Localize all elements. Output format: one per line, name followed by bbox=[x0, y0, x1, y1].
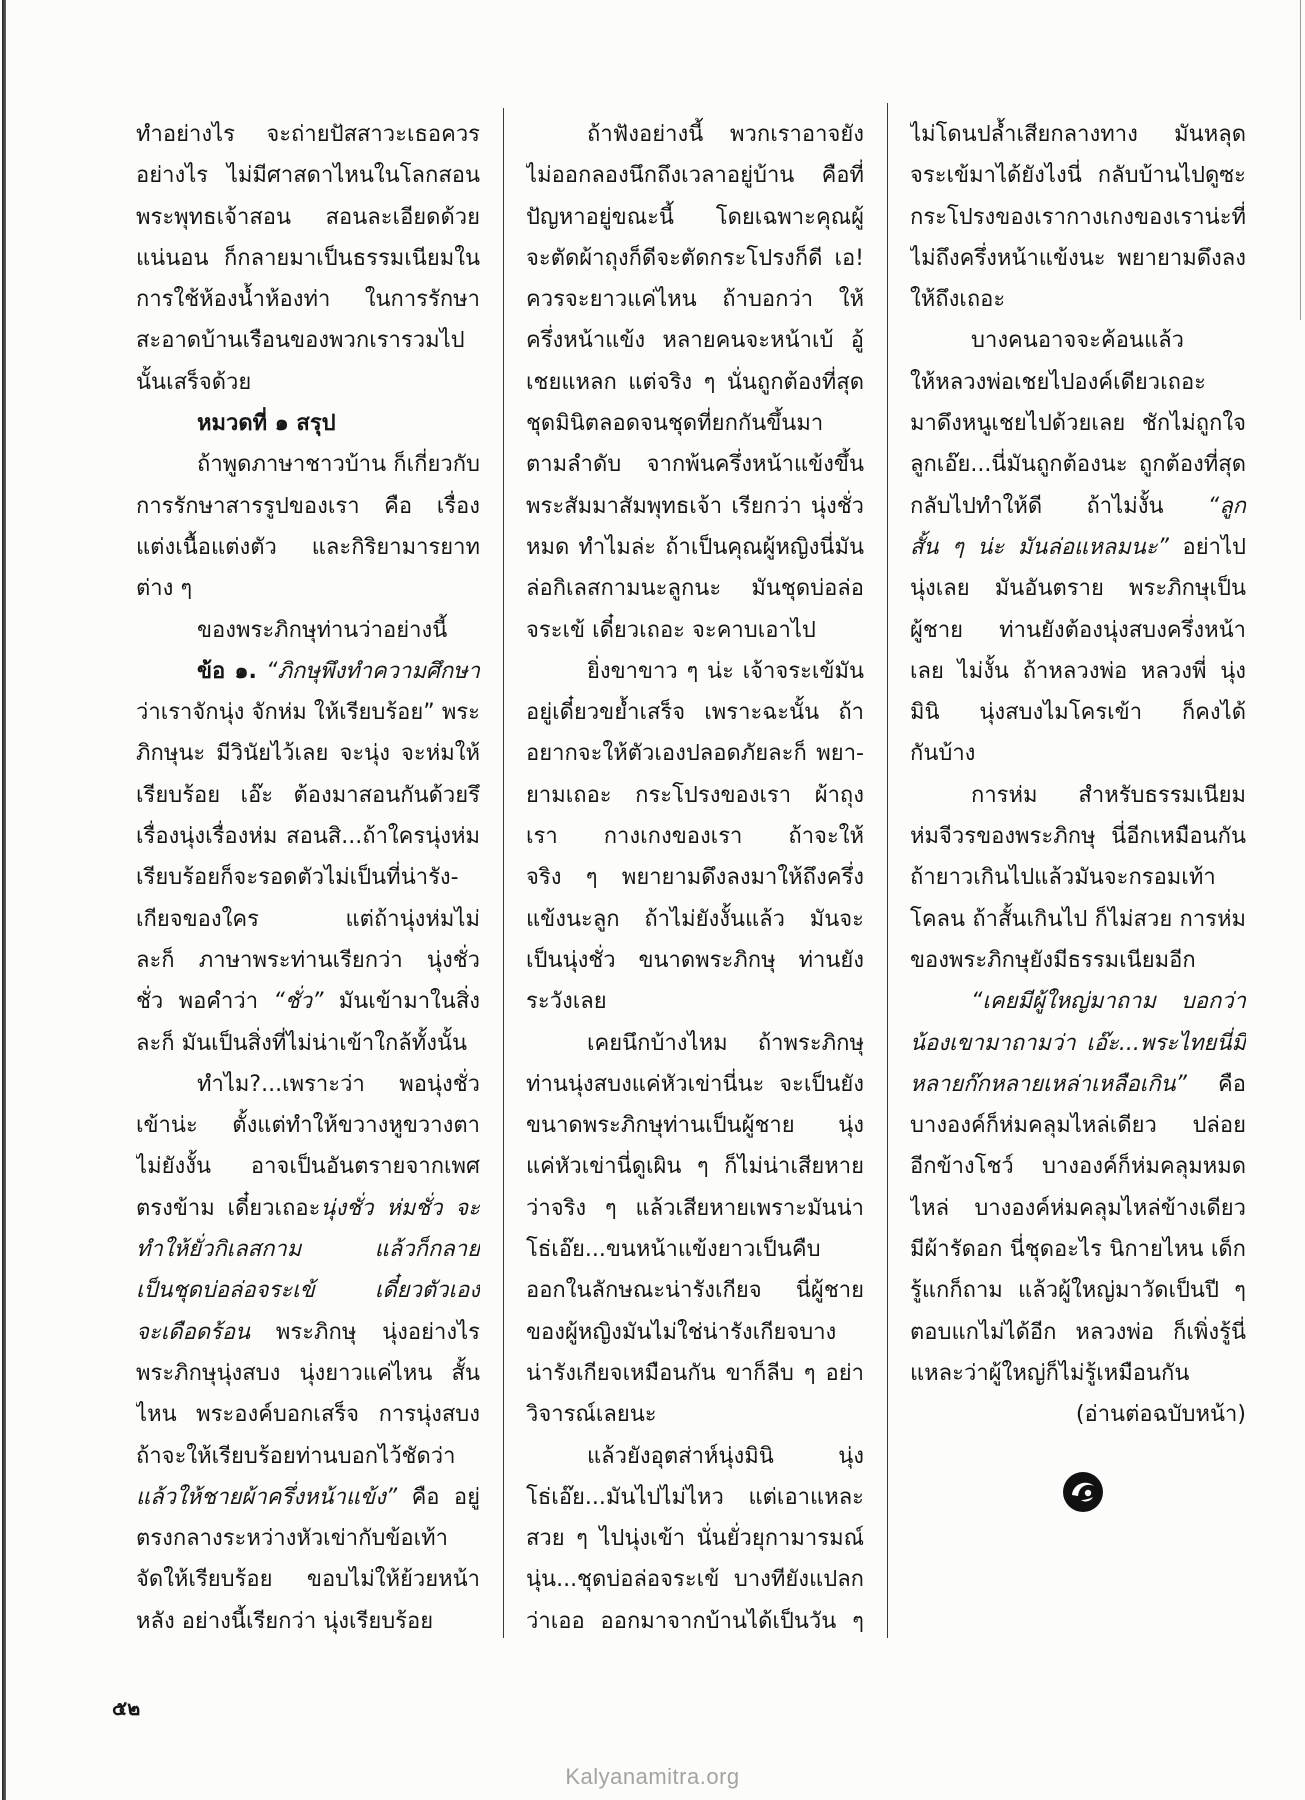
text-segment: อยู่เดี๋ยวขย้ำเสร็จ เพราะฉะนั้น ถ้า bbox=[526, 700, 864, 726]
text-line bbox=[526, 1518, 864, 1559]
text-line bbox=[910, 568, 1246, 609]
text-segment: นุ่น...ชุดบ่อล่อจระเข้ บางทียังแปลก bbox=[526, 1567, 864, 1593]
text-line bbox=[526, 197, 864, 238]
text-segment: น้องเขามาถามว่า เอ๊ะ...พระไทยนี่มี bbox=[910, 1030, 1246, 1056]
text-segment: ยามเถอะ กระโปรงของเรา ผ้าถุง bbox=[526, 782, 864, 808]
text-segment: มีผ้ารัดอก นี่ชุดอะไร นิกายไหน เด็ก bbox=[910, 1237, 1246, 1263]
text-line bbox=[526, 775, 864, 816]
text-line bbox=[136, 155, 480, 196]
text-line bbox=[910, 733, 1246, 774]
text-segment: จะเดือดร้อน bbox=[136, 1319, 251, 1345]
text-segment: “ลูก bbox=[1207, 493, 1246, 519]
text-segment: สะอาดบ้านเรือนของพวกเรารวมไป bbox=[136, 328, 465, 354]
text-segment: วิจารณ์เลยนะ bbox=[526, 1402, 657, 1428]
text-column-right bbox=[910, 114, 1246, 1454]
text-segment: มาดึงหนูเชยไปด้วยเลย ชักไม่ถูกใจ bbox=[910, 411, 1246, 437]
text-segment: หลัง อย่างนี้เรียกว่า นุ่งเรียบร้อย bbox=[136, 1608, 434, 1634]
text-segment: ตรงกลางระหว่างหัวเข่ากับข้อเท้า bbox=[136, 1526, 449, 1552]
text-segment: กระโปรงของเรากางเกงของเราน่ะที่ bbox=[910, 204, 1246, 230]
text-segment: เป็นนุ่งชั่ว ขนาดพระภิกษุ ท่านยัง bbox=[526, 947, 864, 973]
text-segment: ไม่ถึงครึ่งหน้าแข้งนะ พยายามดึงลง bbox=[910, 245, 1246, 271]
text-line bbox=[136, 486, 480, 527]
text-line bbox=[526, 1394, 864, 1435]
text-line bbox=[910, 940, 1246, 981]
text-line bbox=[910, 981, 1246, 1022]
text-segment: ลูกเอ๊ย...นี่มันถูกต้องนะ ถูกต้องที่สุด bbox=[910, 452, 1246, 478]
text-line bbox=[526, 1312, 864, 1353]
text-line bbox=[526, 940, 864, 981]
text-segment: พระพุทธเจ้าสอน สอนละเอียดด้วย bbox=[136, 204, 480, 230]
text-segment: อีกข้างโชว์ บางองค์ก็ห่มคลุมหมด bbox=[910, 1154, 1246, 1180]
text-line bbox=[910, 610, 1246, 651]
text-line bbox=[526, 733, 864, 774]
page-number: ๕๒ bbox=[112, 1696, 141, 1720]
text-segment: ต่าง ๆ bbox=[136, 576, 193, 602]
text-segment: การรักษาสารรูปของเรา คือ เรื่อง bbox=[136, 493, 480, 519]
text-line bbox=[136, 1023, 480, 1064]
text-line bbox=[526, 816, 864, 857]
text-segment: จระเข้มาได้ยังไงนี่ กลับบ้านไปดูซะ bbox=[910, 163, 1246, 189]
text-column-middle bbox=[526, 114, 864, 1654]
text-line bbox=[136, 320, 480, 361]
text-line bbox=[526, 362, 864, 403]
text-segment: ทำให้ยั่วกิเลสกาม แล้วก็กลาย bbox=[136, 1237, 480, 1263]
text-line bbox=[910, 692, 1246, 733]
text-segment: โธ่เอ๊ย...มันไปไม่ไหว แต่เอาแหละ bbox=[526, 1484, 864, 1510]
text-line bbox=[136, 1229, 480, 1270]
text-segment: ครึ่งหน้าแข้ง หลายคนจะหน้าเบ้ อู้ bbox=[526, 328, 864, 354]
text-segment: เลย ไม่งั้น ถ้าหลวงพ่อ หลวงพี่ นุ่ง bbox=[910, 658, 1246, 684]
text-line bbox=[910, 1270, 1246, 1311]
text-segment: นั้นเสร็จด้วย bbox=[136, 369, 252, 395]
text-line bbox=[136, 981, 480, 1022]
text-segment: แข้งนะลูก ถ้าไม่ยังงั้นแล้ว มันจะ bbox=[526, 906, 864, 932]
text-segment: ทำไม?...เพราะว่า พอนุ่งชั่ว bbox=[197, 1071, 480, 1097]
text-segment: ไม่โดนปล้ำเสียกลางทาง มันหลุด bbox=[910, 122, 1246, 147]
text-line bbox=[526, 238, 864, 279]
text-line bbox=[526, 1064, 864, 1105]
text-segment: “ภิกษุพึงทำความศึกษา bbox=[266, 658, 480, 684]
page-edge-line bbox=[1300, 0, 1301, 320]
text-line bbox=[526, 857, 864, 898]
text-line bbox=[136, 1436, 480, 1477]
text-line bbox=[910, 1105, 1246, 1146]
text-line bbox=[136, 1394, 480, 1435]
text-line bbox=[136, 1105, 480, 1146]
text-segment: “เคยมีผู้ใหญ่มาถาม บอกว่า bbox=[971, 989, 1246, 1015]
text-line bbox=[526, 279, 864, 320]
text-line bbox=[910, 1146, 1246, 1187]
text-segment: เรียบร้อยก็จะรอดตัวไม่เป็นที่น่ารัง- bbox=[136, 865, 459, 891]
text-segment: ขนาดพระภิกษุท่านเป็นผู้ชาย นุ่ง bbox=[526, 1113, 864, 1139]
text-line bbox=[910, 238, 1246, 279]
text-segment: แค่หัวเข่านี่ดูเผิน ๆ ก็ไม่น่าเสียหาย bbox=[526, 1154, 864, 1180]
text-segment: ไหน พระองค์บอกเสร็จ การนุ่งสบง bbox=[136, 1402, 480, 1428]
text-segment: เรื่องนุ่งเรื่องห่ม สอนสิ...ถ้าใครนุ่งห่ม bbox=[136, 824, 480, 850]
text-line bbox=[136, 1146, 480, 1187]
column-divider bbox=[503, 108, 504, 1638]
text-segment: ไม่ออกลองนึกถึงเวลาอยู่บ้าน คือที่ bbox=[526, 163, 864, 189]
text-segment: ตามลำดับ จากพ้นครึ่งหน้าแข้งขึ้น bbox=[526, 452, 864, 478]
text-line bbox=[526, 610, 864, 651]
text-segment: แหละว่าผู้ใหญ่ก็ไม่รู้เหมือนกัน bbox=[910, 1360, 1190, 1386]
text-line bbox=[910, 1023, 1246, 1064]
text-line bbox=[526, 568, 864, 609]
text-line bbox=[910, 651, 1246, 692]
text-line bbox=[910, 279, 1246, 320]
text-segment: ระวังเลย bbox=[526, 989, 607, 1015]
text-segment: เรียบร้อย เอ๊ะ ต้องมาสอนกันด้วยรึ bbox=[136, 782, 480, 808]
text-line bbox=[136, 197, 480, 238]
text-line bbox=[910, 857, 1246, 898]
text-segment: ว่าจริง ๆ แล้วเสียหายเพราะมันน่า bbox=[526, 1195, 864, 1221]
text-line bbox=[910, 155, 1246, 196]
text-segment: อย่าไป bbox=[1168, 534, 1246, 560]
text-segment: ให้หลวงพ่อเชยไปองค์เดียวเถอะ bbox=[910, 369, 1207, 395]
text-line bbox=[136, 1477, 480, 1518]
text-line bbox=[910, 1229, 1246, 1270]
text-segment: สั้น ๆ น่ะ มันล่อแหลมนะ” bbox=[910, 534, 1169, 560]
text-line bbox=[910, 899, 1246, 940]
text-segment: ข้อ ๑. bbox=[197, 658, 267, 684]
text-line bbox=[136, 1312, 480, 1353]
text-line bbox=[136, 733, 480, 774]
text-segment: การใช้ห้องน้ำห้องท่า ในการรักษา bbox=[136, 287, 480, 313]
text-segment: ยิ่งขาขาว ๆ น่ะ เจ้าจระเข้มัน bbox=[587, 658, 864, 684]
text-segment: ให้ถึงเถอะ bbox=[910, 287, 1006, 313]
text-segment: จัดให้เรียบร้อย ขอบไม่ให้ย้วยหน้า bbox=[136, 1567, 480, 1593]
text-column-left bbox=[136, 114, 480, 1654]
text-segment: นุ่งชั่ว ห่มชั่ว จะ bbox=[320, 1195, 480, 1221]
text-line bbox=[910, 816, 1246, 857]
text-line bbox=[526, 1601, 864, 1642]
text-segment: ชุดมินิตลอดจนชุดที่ยกกันขึ้นมา bbox=[526, 411, 824, 437]
text-segment: ล่อกิเลสกามนะลูกนะ มันชุดบ่อล่อ bbox=[526, 576, 864, 602]
text-line bbox=[136, 899, 480, 940]
text-segment: ชั่ว พอคำว่า bbox=[136, 989, 274, 1015]
text-segment: แน่นอน ก็กลายมาเป็นธรรมเนียมใน bbox=[136, 245, 480, 271]
text-line bbox=[910, 362, 1246, 403]
text-segment: กลับไปทำให้ดี ถ้าไม่งั้น bbox=[910, 493, 1208, 519]
text-line bbox=[526, 1105, 864, 1146]
text-segment: พระภิกษุ นุ่งอย่างไร bbox=[250, 1319, 480, 1345]
text-line bbox=[136, 527, 480, 568]
text-line bbox=[910, 114, 1246, 155]
text-segment: ของผู้หญิงมันไม่ใช่น่ารังเกียจบาง bbox=[526, 1319, 837, 1345]
text-line bbox=[136, 857, 480, 898]
text-line bbox=[136, 1518, 480, 1559]
text-segment: โคลน ถ้าสั้นเกินไป ก็ไม่สวย การห่ม bbox=[910, 906, 1246, 932]
column-divider bbox=[887, 103, 888, 1638]
text-segment: ถ้าฟังอย่างนี้ พวกเราอาจยัง bbox=[587, 122, 864, 147]
page-edge-shadow bbox=[2, 0, 6, 1800]
text-segment: อยากจะให้ตัวเองปลอดภัยละก็ พยา- bbox=[526, 741, 864, 767]
text-line bbox=[526, 1023, 864, 1064]
text-line bbox=[526, 981, 864, 1022]
text-segment: เข้าน่ะ ตั้งแต่ทำให้ขวางหูขวางตา bbox=[136, 1113, 480, 1139]
continued-note bbox=[910, 1394, 1246, 1435]
text-segment: ไหล่ บางองค์ห่มคลุมไหล่ข้างเดียว bbox=[910, 1195, 1246, 1221]
text-line bbox=[136, 1064, 480, 1105]
text-segment: ไม่ยังงั้น อาจเป็นอันตรายจากเพศ bbox=[136, 1154, 480, 1180]
text-line bbox=[136, 775, 480, 816]
text-segment: บางองค์ก็ห่มคลุมไหล่เดียว ปล่อย bbox=[910, 1113, 1246, 1139]
text-segment: จะตัดผ้าถุงก็ดีจะตัดกระโปรงก็ดี เอ! bbox=[526, 245, 864, 271]
text-segment: ว่าเราจักนุ่ง จักห่ม ให้เรียบร้อย” พระ bbox=[136, 700, 480, 726]
text-segment: ท่านนุ่งสบงแค่หัวเข่านี่นะ จะเป็นยัง bbox=[526, 1071, 864, 1097]
text-line bbox=[526, 1270, 864, 1311]
text-line bbox=[526, 320, 864, 361]
watermark: Kalyanamitra.org bbox=[565, 1764, 740, 1789]
text-segment: แล้วยังอุตส่าห์นุ่งมินิ นุ่ง bbox=[587, 1443, 864, 1469]
text-segment: “ชั่ว” bbox=[273, 989, 324, 1015]
text-line bbox=[910, 1353, 1246, 1394]
text-segment: หมวดที่ ๑ สรุป bbox=[197, 411, 336, 437]
text-line bbox=[910, 403, 1246, 444]
text-segment: จระเข้ เดี๋ยวเถอะ จะคาบเอาไป bbox=[526, 617, 816, 643]
text-segment: สวย ๆ ไปนุ่งเข้า นั่นยั่วยุกามารมณ์ bbox=[526, 1526, 864, 1552]
text-line bbox=[136, 114, 480, 155]
text-segment: บางคนอาจจะค้อนแล้ว bbox=[971, 328, 1184, 354]
text-segment: อย่างไร ไม่มีศาสดาไหนในโลกสอน bbox=[136, 163, 480, 189]
text-segment: ของพระภิกษุยังมีธรรมเนียมอีก bbox=[910, 947, 1196, 973]
text-line bbox=[136, 568, 480, 609]
text-line bbox=[526, 1436, 864, 1477]
text-line bbox=[136, 362, 480, 403]
text-line bbox=[136, 444, 480, 485]
text-line bbox=[910, 320, 1246, 361]
text-line bbox=[136, 1188, 480, 1229]
text-segment: มันเข้ามาในสิ่ง bbox=[338, 989, 480, 1015]
text-line bbox=[526, 1477, 864, 1518]
text-segment: ปัญหาอยู่ขณะนี้ โดยเฉพาะคุณผู้ bbox=[526, 204, 864, 230]
text-segment: ควรจะยาวแค่ไหน ถ้าบอกว่า ให้ bbox=[526, 287, 864, 313]
text-segment: เรา กางเกงของเรา ถ้าจะให้ bbox=[526, 824, 864, 850]
text-line bbox=[526, 114, 864, 155]
text-segment: นุ่งเลย มันอันตราย พระภิกษุเป็น bbox=[910, 576, 1246, 602]
text-line bbox=[136, 610, 480, 651]
text-segment: พระสัมมาสัมพุทธเจ้า เรียกว่า นุ่งชั่ว bbox=[526, 493, 864, 519]
text-line bbox=[526, 444, 864, 485]
text-segment: การห่ม สำหรับธรรมเนียม bbox=[971, 782, 1246, 808]
text-segment: ถ้ายาวเกินไปแล้วมันจะกรอมเท้า bbox=[910, 865, 1216, 891]
text-line bbox=[526, 486, 864, 527]
text-line bbox=[526, 1188, 864, 1229]
text-line bbox=[136, 238, 480, 279]
text-line bbox=[910, 1188, 1246, 1229]
text-segment: เชยแหลก แต่จริง ๆ นั่นถูกต้องที่สุด bbox=[526, 369, 864, 395]
text-segment: แล้วให้ชายผ้าครึ่งหน้าแข้ง” bbox=[136, 1484, 398, 1510]
text-segment: เป็นชุดบ่อล่อจระเข้ เดี๋ยวตัวเอง bbox=[136, 1278, 480, 1304]
text-segment: หมด ทำไมล่ะ ถ้าเป็นคุณผู้หญิงนี่มัน bbox=[526, 534, 864, 560]
text-line bbox=[136, 1270, 480, 1311]
text-segment: เคยนึกบ้างไหม ถ้าพระภิกษุ bbox=[587, 1030, 864, 1056]
text-line bbox=[136, 651, 480, 692]
section-heading bbox=[136, 403, 480, 444]
text-line bbox=[526, 403, 864, 444]
text-segment: พระภิกษุนุ่งสบง นุ่งยาวแค่ไหน สั้น bbox=[136, 1360, 480, 1386]
text-segment: แต่งเนื้อแต่งตัว และกิริยามารยาท bbox=[136, 534, 480, 560]
text-segment: กันบ้าง bbox=[910, 741, 976, 767]
text-line bbox=[910, 444, 1246, 485]
text-segment: เกียจของใคร แต่ถ้านุ่งห่มไม่ bbox=[136, 906, 480, 932]
text-segment: หลายก๊กหลายเหล่าเหลือเกิน” bbox=[910, 1071, 1187, 1097]
text-segment: รู้แกก็ถาม แล้วผู้ใหญ่มาวัดเป็นปี ๆ bbox=[910, 1278, 1246, 1304]
text-segment: โธ่เอ๊ย...ขนหน้าแข้งยาวเป็นคืบ bbox=[526, 1237, 821, 1263]
text-line bbox=[526, 1353, 864, 1394]
text-line bbox=[526, 155, 864, 196]
text-segment: น่ารังเกียจเหมือนกัน ขาก็ลีบ ๆ อย่า bbox=[526, 1360, 864, 1386]
text-line bbox=[526, 1146, 864, 1187]
text-line bbox=[136, 1353, 480, 1394]
text-segment: จริง ๆ พยายามดึงลงมาให้ถึงครึ่ง bbox=[526, 865, 864, 891]
text-line bbox=[910, 1064, 1246, 1105]
text-line bbox=[526, 1229, 864, 1270]
text-segment: ว่าเออ ออกมาจากบ้านได้เป็นวัน ๆ bbox=[526, 1608, 864, 1634]
text-line bbox=[526, 527, 864, 568]
text-line bbox=[910, 775, 1246, 816]
text-line bbox=[526, 899, 864, 940]
text-segment: คือ bbox=[1186, 1071, 1246, 1097]
text-segment: ถ้าจะให้เรียบร้อยท่านบอกไว้ชัดว่า bbox=[136, 1443, 456, 1469]
text-line bbox=[910, 197, 1246, 238]
text-line bbox=[910, 527, 1246, 568]
text-segment: ละก็ ภาษาพระท่านเรียกว่า นุ่งชั่ว bbox=[136, 947, 480, 973]
text-segment: ละก็ มันเป็นสิ่งที่ไม่น่าเข้าใกล้ทั้งนั้น bbox=[136, 1030, 468, 1056]
text-segment: มินิ นุ่งสบงไมโครเข้า ก็คงได้ bbox=[910, 700, 1246, 726]
text-line bbox=[526, 692, 864, 733]
text-segment: ภิกษุนะ มีวินัยไว้เลย จะนุ่ง จะห่มให้ bbox=[136, 741, 480, 767]
text-segment: ตอบแกไม่ได้อีก หลวงพ่อ ก็เพิ่งรู้นี่ bbox=[910, 1319, 1246, 1345]
text-segment: คือ อยู่ bbox=[397, 1484, 480, 1510]
text-line bbox=[910, 486, 1246, 527]
text-segment: ห่มจีวรของพระภิกษุ นี่อีกเหมือนกัน bbox=[910, 824, 1246, 850]
text-segment: ตรงข้าม เดี๋ยวเถอะ bbox=[136, 1195, 321, 1221]
magazine-logo-icon bbox=[1061, 1470, 1105, 1514]
text-segment: ของพระภิกษุท่านว่าอย่างนี้ bbox=[197, 617, 448, 643]
text-segment: ออกในลักษณะน่ารังเกียจ นี่ผู้ชาย bbox=[526, 1278, 864, 1304]
text-line bbox=[136, 692, 480, 733]
text-line bbox=[136, 279, 480, 320]
text-line bbox=[136, 940, 480, 981]
text-line bbox=[526, 1559, 864, 1600]
text-segment: (อ่านต่อฉบับหน้า) bbox=[1075, 1402, 1246, 1428]
text-line bbox=[136, 1601, 480, 1642]
text-segment: ทำอย่างไร จะถ่ายปัสสาวะเธอควร bbox=[136, 122, 480, 147]
text-segment: ผู้ชาย ท่านยังต้องนุ่งสบงครึ่งหน้า bbox=[910, 617, 1246, 643]
text-line bbox=[910, 1312, 1246, 1353]
text-line bbox=[136, 1559, 480, 1600]
text-line bbox=[526, 651, 864, 692]
text-segment: ถ้าพูดภาษาชาวบ้าน ก็เกี่ยวกับ bbox=[197, 452, 480, 478]
text-line bbox=[136, 816, 480, 857]
